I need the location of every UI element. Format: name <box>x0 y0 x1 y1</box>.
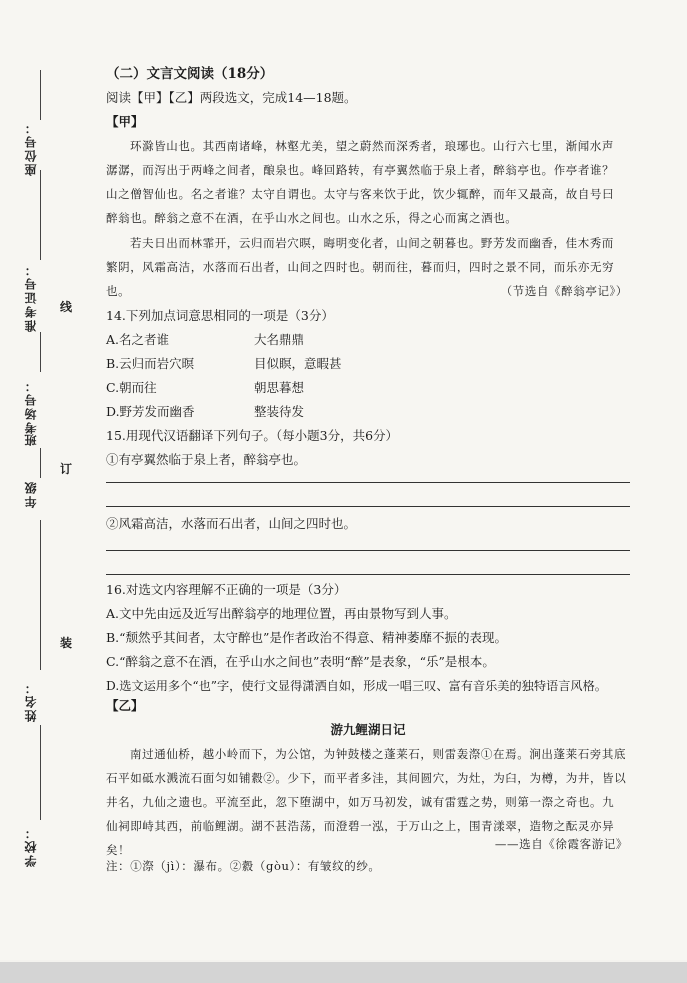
answer-line[interactable] <box>106 550 630 551</box>
yi-source: ——选自《徐霞客游记》 <box>494 837 628 851</box>
yi-line: 矣！ <box>106 843 131 857</box>
q14-option-a: A.名之者谁 <box>106 332 170 347</box>
name-fill-line <box>40 520 41 670</box>
q15-sentence-2: ②风霜高洁，水落而石出者，山间之四时也。 <box>106 516 357 531</box>
answer-line[interactable] <box>106 574 630 575</box>
jia-tag: 【甲】 <box>106 114 144 129</box>
q14-option-c: C.朝而往 <box>106 380 157 395</box>
jia-line: 山之僧智仙也。名之者谁？太守自谓也。太守与客来饮于此，饮少辄醉，而年又最高，故自号曰 <box>106 187 615 201</box>
jia-line: 潺潺，而泻出于两峰之间者，酿泉也。峰回路转，有亭翼然临于泉上者，醉翁亭也。作亭者谁？ <box>106 163 615 177</box>
binding-margin <box>0 0 100 960</box>
seat-label: 座位号： <box>24 120 38 176</box>
jia-line: 环滁皆山也。其西南诸峰，林壑尤美，望之蔚然而深秀者，琅琊也。山行六七里，渐闻水声 <box>130 139 614 153</box>
section-instruction: 阅读【甲】【乙】两段选文，完成14—18题。 <box>106 90 357 105</box>
seat-fill-line <box>40 70 41 120</box>
q14-option-a-compare: 大名鼎鼎 <box>254 332 305 347</box>
q14-option-d: D.野芳发而幽香 <box>106 404 195 419</box>
room-fill-line <box>40 332 41 372</box>
jia-line: 若夫日出而林霏开，云归而岩穴暝，晦明变化者，山间之朝暮也。野芳发而幽香，佳木秀而 <box>130 236 614 250</box>
q15-stem: 15.用现代汉语翻译下列句子。（每小题3分，共6分） <box>106 428 399 443</box>
jia-source: （节选自《醉翁亭记》） <box>500 284 628 298</box>
jia-line: 醉翁也。醉翁之意不在酒，在乎山水之间也。山水之乐，得之心而寓之酒也。 <box>106 211 518 225</box>
yi-line: 仙祠即峙其西，前临鲤湖。湖不甚浩荡，而澄碧一泓，于万山之上，围青漾翠，造物之酝灵亦异 <box>106 819 615 833</box>
exam-no-fill-line <box>40 170 41 260</box>
q14-option-c-compare: 朝思暮想 <box>254 380 305 395</box>
yi-title: 游九鲤湖日记 <box>330 722 406 737</box>
answer-line[interactable] <box>106 506 630 507</box>
cut-mark-xian: 线 <box>60 300 73 314</box>
name-label: 姓名： <box>24 680 38 722</box>
yi-line: 南过通仙桥，越小岭而下，为公馆，为钟鼓楼之蓬莱石，则雷轰漈①在焉。涧出蓬莱石旁其底 <box>130 747 627 761</box>
section-title: （二）文言文阅读（18分） <box>106 66 274 82</box>
q14-option-b: B.云归而岩穴暝 <box>106 356 195 371</box>
yi-note: 注：①漈（jì）：瀑布。②縠（gòu）：有皱纹的纱。 <box>106 859 381 873</box>
q14-stem: 14.下列加点词意思相同的一项是（3分） <box>106 308 334 323</box>
answer-line[interactable] <box>106 482 630 483</box>
q16-option-d: D.选文运用多个“也”字，使行文显得潇洒自如，形成一唱三叹、富有音乐美的独特语言风格。 <box>106 679 607 693</box>
q16-option-c: C.“醉翁之意不在酒，在乎山水之间也”表明“醉”是表象，“乐”是根本。 <box>106 654 495 669</box>
yi-tag: 【乙】 <box>106 698 144 713</box>
class-fill-line <box>40 448 41 478</box>
yi-line: 石平如砥水溅流石面匀如铺縠②。少下，而平者多洼，其间圆穴，为灶，为臼，为樽，为井，皆以 <box>106 771 627 785</box>
q15-sentence-1: ①有亭翼然临于泉上者，醉翁亭也。 <box>106 452 307 467</box>
school-fill-line <box>40 725 41 820</box>
q16-stem: 16.对选文内容理解不正确的一项是（3分） <box>106 582 347 597</box>
room-label: 考场号： <box>24 378 38 434</box>
cut-mark-ding: 订 <box>60 462 73 476</box>
grade-label: 年级 <box>24 480 38 508</box>
jia-line: 繁阴，风霜高洁，水落而石出者，山间之四时也。朝而往，暮而归，四时之景不同，而乐亦无穷 <box>106 260 615 274</box>
exam-no-label: 准考证号： <box>24 262 38 332</box>
q14-option-b-compare: 目似瞑，意暇甚 <box>254 356 342 371</box>
class-label: 班 <box>24 432 38 446</box>
yi-line: 井名，九仙之遗也。平流至此，忽下堕湖中，如万马初发，诚有雷霆之势，则第一漈之奇也。九 <box>106 795 615 809</box>
q16-option-a: A.文中先由远及近写出醉翁亭的地理位置，再由景物写到人事。 <box>106 606 457 621</box>
jia-line: 也。 <box>106 284 131 298</box>
q16-option-b: B.“颓然乎其间者，太守醉也”是作者政治不得意、精神萎靡不振的表现。 <box>106 630 507 645</box>
school-label: 学校： <box>24 825 38 867</box>
bottom-bar <box>0 962 687 983</box>
cut-mark-zhuang: 装 <box>60 636 73 650</box>
q14-option-d-compare: 整装待发 <box>254 404 305 419</box>
